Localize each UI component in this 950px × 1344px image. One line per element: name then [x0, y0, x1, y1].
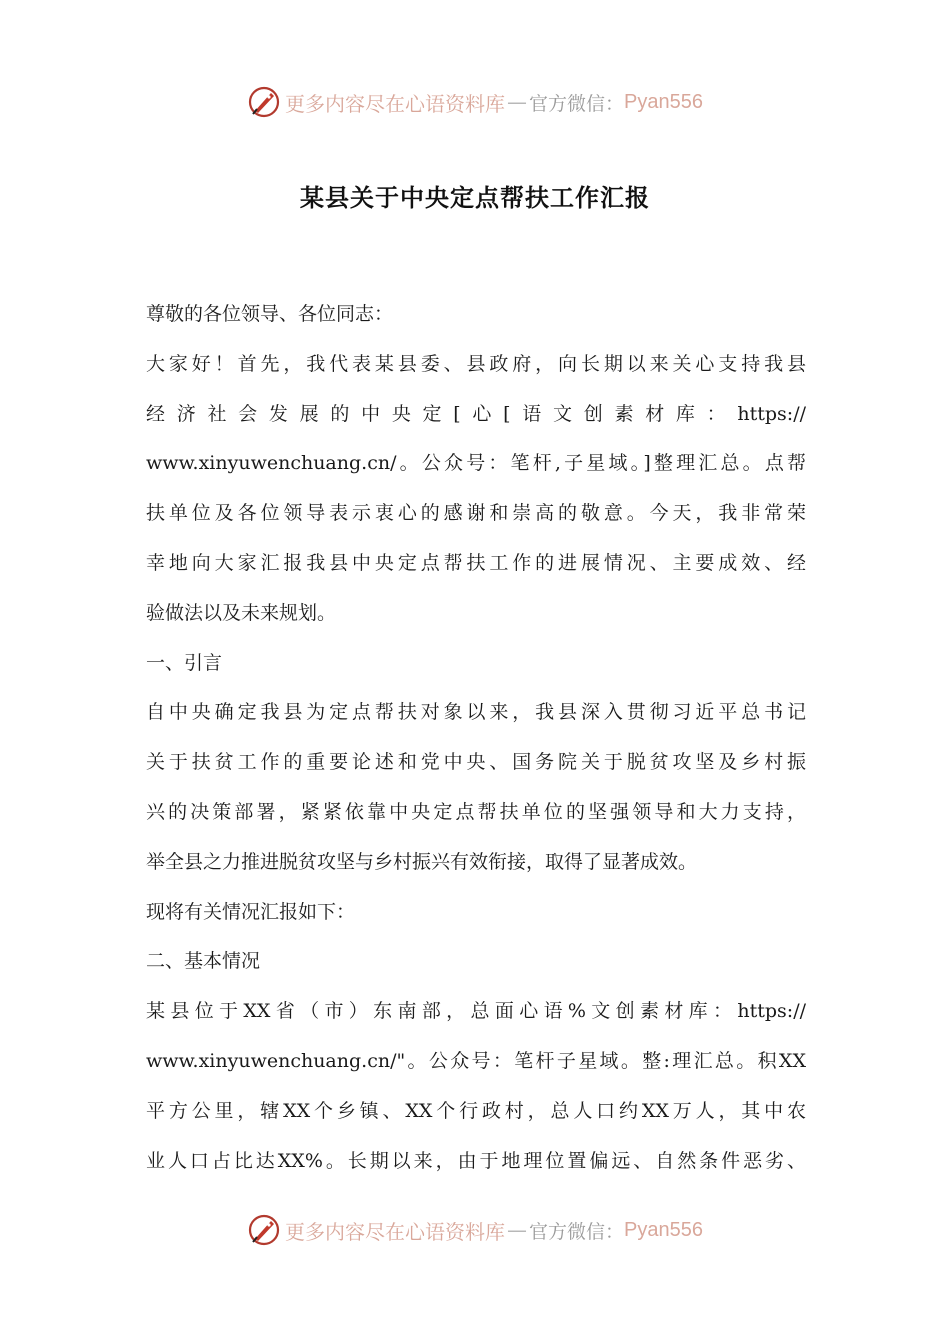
paragraph-line: 验做法以及未来规划。: [146, 601, 337, 624]
paragraph-line: 大家好！首先，我代表某县委、县政府，向长期以来关心支持我县: [146, 352, 806, 375]
document-body: [146, 290, 806, 1186]
watermark-dash: —: [507, 90, 527, 114]
paragraph-line: 兴的决策部署，紧紧依靠中央定点帮扶单位的坚强领导和大力支持，: [146, 800, 806, 823]
paragraph-line: 平方公里，辖XX个乡镇、XX个行政村，总人口约XX万人，其中农: [146, 1099, 806, 1122]
watermark-sub-text: 官方微信：: [529, 92, 625, 115]
section-heading: 一、引言: [146, 651, 223, 674]
paragraph-line: 尊敬的各位领导、各位同志：: [146, 303, 394, 325]
section-heading: 二、基本情况: [146, 950, 261, 973]
watermark-banner-top: [0, 82, 950, 122]
watermark-sub-text: 官方微信：: [529, 1220, 625, 1243]
watermark-account-id: Pyan556: [624, 90, 703, 113]
paragraph-line: 扶单位及各位领导表示衷心的感谢和崇高的敬意。今天，我非常荣: [146, 502, 806, 525]
watermark-account-id: Pyan556: [624, 1218, 703, 1241]
paragraph-line: 关于扶贫工作的重要论述和党中央、国务院关于脱贫攻坚及乡村振: [146, 751, 806, 774]
paragraph-line: 幸地向大家汇报我县中央定点帮扶工作的进展情况、主要成效、经: [146, 551, 806, 574]
paragraph-line: www.xinyuwenchuang.cn/。公众号：笔杆,子星域。]整理汇总。点帮: [146, 452, 806, 475]
document-title: 某县关于中央定点帮扶工作汇报: [300, 184, 650, 212]
paragraph-line: 业人口占比达XX%。长期以来，由于地理位置偏远、自然条件恶劣、: [146, 1149, 806, 1172]
watermark-main-text: 更多内容尽在心语资料库: [285, 91, 505, 116]
quill-logo-icon: [247, 85, 281, 119]
quill-logo-icon: [247, 1213, 281, 1247]
paragraph-line: 某县位于XX省（市）东南部，总面心语%文创素材库：https://: [146, 1000, 806, 1023]
watermark-main-text: 更多内容尽在心语资料库: [285, 1219, 505, 1244]
paragraph-line: 举全县之力推进脱贫攻坚与乡村振兴有效衔接，取得了显著成效。: [146, 850, 698, 873]
paragraph-line: 现将有关情况汇报如下：: [146, 900, 356, 923]
paragraph-line: 经济社会发展的中央定[心[语文创素材库：https://: [146, 402, 806, 425]
watermark-banner-bottom: [0, 1210, 950, 1250]
watermark-dash: —: [507, 1218, 527, 1242]
paragraph-line: 自中央确定我县为定点帮扶对象以来，我县深入贯彻习近平总书记: [146, 701, 806, 724]
paragraph-line: www.xinyuwenchuang.cn/"。公众号：笔杆子星域。整:理汇总。积XX: [146, 1049, 806, 1072]
